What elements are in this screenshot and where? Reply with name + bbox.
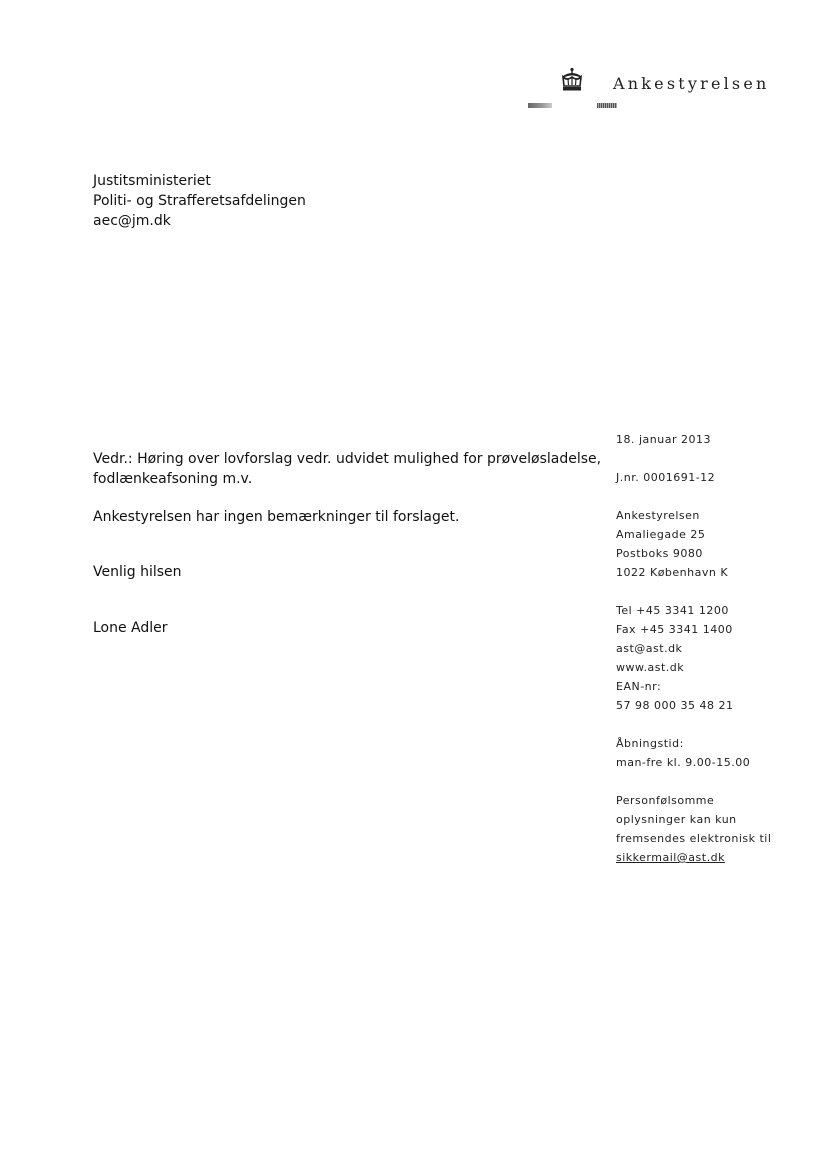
contact-website: www.ast.dk [616,661,685,674]
sender-address-line: 1022 København K [616,566,729,579]
letter-subject [93,449,602,489]
secure-note-line: fremsendes elektronisk til [616,832,772,845]
secure-note-line: oplysninger kan kun [616,813,737,826]
opening-hours-label: Åbningstid: [616,737,684,750]
contact-phone: Tel +45 3341 1200 [616,604,729,617]
letter-body: Ankestyrelsen har ingen bemærkninger til forslaget. [93,509,460,525]
letterhead-bar-right [597,103,617,108]
sender-address-line: Ankestyrelsen [616,509,700,522]
ean-label: EAN-nr: [616,680,662,693]
letterhead-bar-left [528,103,552,108]
crown-icon [559,67,585,93]
recipient-email: aec@jm.dk [93,213,171,229]
subject-line-2: fodlænkeafsoning m.v. [93,471,253,487]
journal-number: J.nr. 0001691-12 [616,471,716,484]
letter-date: 18. januar 2013 [616,433,711,446]
sender-address-line: Postboks 9080 [616,547,703,560]
secure-note-line: Personfølsomme [616,794,715,807]
organization-wordmark: Ankestyrelsen [613,74,770,93]
contact-fax: Fax +45 3341 1400 [616,623,733,636]
contact-email: ast@ast.dk [616,642,683,655]
signer-name: Lone Adler [93,620,168,636]
recipient-department: Politi- og Strafferetsafdelingen [93,193,306,209]
sender-address-line: Amaliegade 25 [616,528,706,541]
recipient-name: Justitsministeriet [93,173,211,189]
closing-greeting: Venlig hilsen [93,564,182,580]
opening-hours-value: man-fre kl. 9.00-15.00 [616,756,751,769]
ean-number: 57 98 000 35 48 21 [616,699,734,712]
sidebar-info [616,430,816,867]
recipient-address [93,171,306,231]
subject-line-1: Vedr.: Høring over lovforslag vedr. udvidet mulighed for prøveløsladelse, [93,451,602,467]
secure-email-link[interactable]: sikkermail@ast.dk [616,851,725,864]
